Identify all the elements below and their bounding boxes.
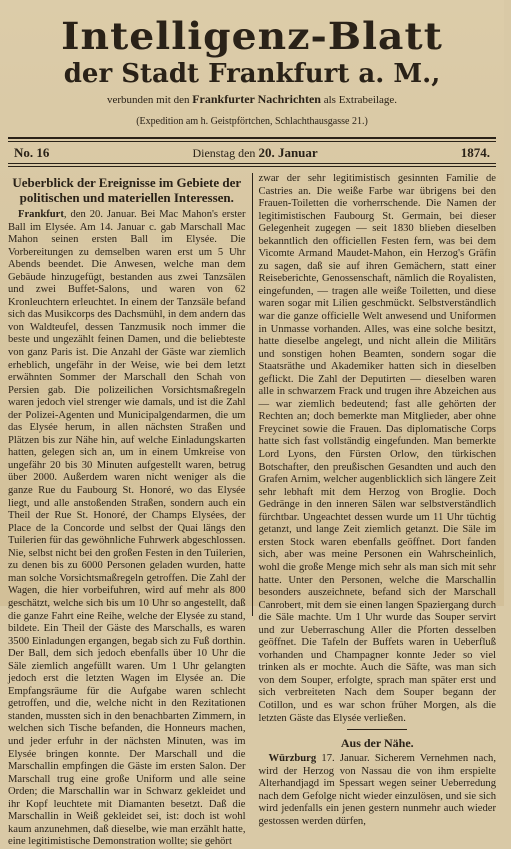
issue-year: 1874. <box>460 145 490 160</box>
dateline-rule <box>8 163 496 164</box>
section-place: Würzburg <box>268 753 317 765</box>
joined-line <box>8 92 496 107</box>
article-body-right: zwar der sehr legitimistisch gesinnten Familie de Castries an. Die weiße Farbe war übrigens bei den Frauen-Toiletten die vorherrschende. Die Namen der legitimistischen Faubourg St. Germain, bei dieser Gelegenheit zugegen — seit 1830 blieben dieselben bekanntlich den officiellen Festen fern, was bei dem Vicomte Armand Maudet-Mahon, ein Herzog's Gräfin zu sagen, daß sie auf ihren Gemächern, statt einer Reiseberichte, Genossenschaft, nämlich die Royalisten, eingefunden, — tragen alle weiße Toiletten, und diese waren sogar mit Lilien geschmückt. Selbstverständlich war die ganze officielle Welt anwesend und Uniformen in Unmasse vorhanden. Alles, was eine solche besitzt, hatte dieselbe angelegt, und nicht allein die Militärs und sonstigen hohen Beamten, sondern sogar die Staatsräthe und Akademiker hatten sich in dieselben geflickt. Die Zahl der Deputirten — dieselben waren alle in schwarzem Frack und trugen ihre Abzeichen aus — war ziemlich bedeutend; fast alle gehörten der Rechten an; doch bemerkte man Mitglieder, aber ohne Freycinet sowie die Frauen. Das diplomatische Corps hatte sich fast vollständig eingefunden. Man bemerkte Lord Lyons, den Fürsten Orlow, den türkischen Botschafter, den preußischen Gesandten und auch den Grafen Arnim, welcher augenblicklich sich längere Zeit sehr lebhaft mit dem Herzog von Broglie. Doch Gedränge in den inneren Sälen war selbstverständlich fürchtbar. Ungeachtet dessen wurde um 11 Uhr tüchtig getanzt, und lange Zeit ziemlich getanzt. Die Säle im ersten Stock waren ebenfalls geöffnet. Dort fanden sich, aber was meine Personen ein Wahrscheinlich, wohl die große Menge mich sehr als man sich mit sehr hatte. Unter den Personen, welche die Marschallin besonders auszeichnete, befand sich der Marschall Canrobert, mit dem sie einen langen Spaziergang durch die Säle machte. Um 1 Uhr wurde das Souper servirt und zur Ueberraschung Aller die Pforten desselben geöffnet. Die Tafeln der Buffets waren in Ueberfluß vorhanden und Champagner konnte Jeder so viel trinken als er mochte. Auch die Säfte, was man sich von dem Souper, erfolgte, sprach man später erst und sich verbreiteten Nach dem Souper begann der Cotillon, und es war schon früher Morgen, als die letzten Gäste das Elysée verließen. <box>258 173 497 724</box>
section-text: 17. Januar. Sicherem Vernehmen nach, wird der Herzog von Nassau die von ihm erspielte Alterhandjagd im Spessart wegen seiner Ueberredung nach dem Gefolge nicht wieder einzulösen, und sie sich wird jedenfalls ein jenen gestern nunmehr auch wieder gestossen werden dürfen, <box>258 753 497 827</box>
issue-number: No. 16 <box>14 145 50 160</box>
column-right <box>253 173 497 827</box>
section-separator <box>347 729 407 730</box>
issue-date <box>192 145 317 161</box>
issue-day-month: 20. Januar <box>258 145 318 160</box>
section-body <box>259 753 497 828</box>
newspaper-title: Intelligenz-Blatt <box>61 14 443 58</box>
article-place: Frankfurt <box>18 209 64 220</box>
section-headline: Aus der Nähe. <box>340 736 414 751</box>
newspaper-subtitle: der Stadt Frankfurt a. M., <box>63 59 441 89</box>
joined-paper-name: Frankfurter Nachrichten <box>192 92 321 106</box>
article-columns <box>8 173 497 848</box>
joined-suffix: als Extrabeilage. <box>320 94 398 106</box>
article-body-left <box>8 209 246 849</box>
issue-weekday: Dienstag den <box>192 146 259 160</box>
article-headline: Ueberblick der Ereignisse im Gebiete der politischen und materiellen Interessen. <box>12 175 242 205</box>
expedition-line: (Expedition am h. Geistpförtchen, Schlachthausgasse 21.) <box>136 116 368 127</box>
dateline <box>8 142 496 163</box>
dateline-rule-2 <box>8 166 496 167</box>
header-rule-thick <box>8 137 496 139</box>
masthead <box>8 0 496 129</box>
article-text-left: , den 20. Januar. Bei Mac Mahon's erster Ball im Elysée. Am 14. Januar c. gab Marschall Mac Mahon seinen ersten Ball im Elysée. Die Vorbereitungen zu demselben waren erst um 5 Uhr Abends beendet. Die Anwesen, welche man dem Gebäude hinzugefügt, bestanden aus zwei Tanzsälen und zwei Buffet-Salons, und waren von 62 Kronleuchtern erleuchtet. In einem der Tanzsäle befand sich das Musikcorps des Dachsmühl, in dem andern das von Waldteufel, dessen Tanzmusik noch immer die beste und ungezählt feinen Damen, und die beliebteste von ganz Paris ist. Die Anzahl der Gäste war ziemlich erheblich, ungefähr in der Weise, wie bei dem letzt erwähnten Sommer der Marschall den Schah von Persien gab. Die polizeilichen Vorsichtsmaßregeln waren jedoch viel strenger wie damals, und ist die Zahl der Polizei-Agenten und Municipalgendarmen, die um das Elysée herum, in allen nächsten Straßen und Plätzen bis zur Nähe hin, auf welche Einladungskarten hatten, gelegen sich an, um in einem Umkreise von ungefähr 20 bis 30 Minuten aufgestellt waren, betrug über 2000. Außerdem waren nicht weniger als die ganze Rue du Faubourg St. Honoré, wo das Elysée liegt, und alle anstoßenden Straßen, sondern auch ein Theil der Rue St. Honoré, der Champs Elysées, der Place de la Concorde und selbst der Quai längs den Tuilerien für das gewöhnliche Fuhrwerk abgeschlossen. Nie, selbst nicht bei den großen Festen in den Tuilerien, zu denen bis zu 6000 Personen geladen wurden, hatte man solche Vorsichtsmaßregeln getroffen. Die Zahl der Wagen, die hier vorbeifuhren, wird auf mehr als 800 geschätzt, welche sich bis um 10 Uhr so angestellt, daß die ganze Fahrt eine Reihe, welche der Elysée zu stand, bildete. Ein Theil der Gäste des Marschalls, es waren 3500 Einladungen ergangen, begab sich zu Fuß dorthin. Der Ball, dem sich jedoch ebenfalls über 10 Uhr die Säle ziemlich angefüllt waren. Um 1 Uhr gelangten jedoch erst die letzten Wagen im Elysée an. Die Empfangsräume für die Aufgabe waren schlecht getroffen, und die, welche nicht in den Rezitationen standen, mussten sich in den benachbarten Zimmern, in welchen sich Tische befanden, die Honneurs machen, und jeder erfuhr in der nächsten Minuten, was im Elysée bringen konnte. Der Marschall und die Marschallin empfingen die Gäste im ersten Salon. Der Marschall trug eine große Uniform und alle seine Orden; die Marschallin war in Schwarz gekleidet und ihr Kopf leuchtete mit Diamanten besetzt. Daß die Marschallin in Weiß gekleidet sei, ist: doch ist wohl kaum anzunehmen, daß dieselbe, wie man erzählt hatte, eine legitimistische Demonstration wollte; sie gehört <box>8 209 246 848</box>
joined-prefix: verbunden mit den <box>106 94 193 106</box>
column-left <box>8 173 252 848</box>
